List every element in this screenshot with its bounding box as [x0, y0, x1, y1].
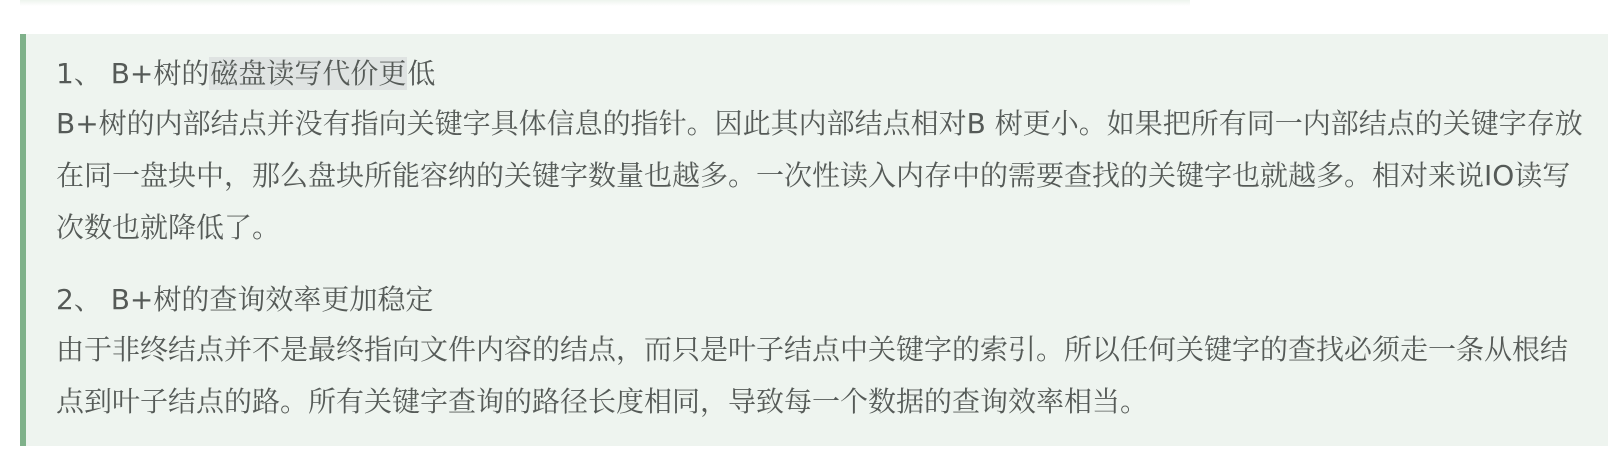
text-selection-highlight: 磁盘读写代价更: [210, 57, 407, 90]
section-1-heading: [56, 54, 1588, 94]
section-1: [56, 54, 1588, 254]
blockquote: [20, 34, 1608, 446]
top-divider: [20, 0, 1190, 6]
section-1-body: B+树的内部结点并没有指向关键字具体信息的指针。因此其内部结点相对B 树更小。如果把所有同一内部结点的关键字存放在同一盘块中，那么盘块所能容纳的关键字数量也越多。一次性读入内存中的需要查找的关键字也就越多。相对来说IO读写次数也就降低了。: [56, 107, 1583, 244]
section-1-heading-prefix: 1、 B+树的: [56, 57, 210, 90]
section-2-body: 由于非终结点并不是最终指向文件内容的结点，而只是叶子结点中关键字的索引。所以任何关键字的查找必须走一条从根结点到叶子结点的路。所有关键字查询的路径长度相同，导致每一个数据的查询效率相当。: [56, 333, 1569, 418]
section-2: [56, 280, 1588, 428]
section-2-heading: 2、 B+树的查询效率更加稳定: [56, 283, 434, 316]
section-1-heading-suffix: 低: [407, 57, 436, 90]
